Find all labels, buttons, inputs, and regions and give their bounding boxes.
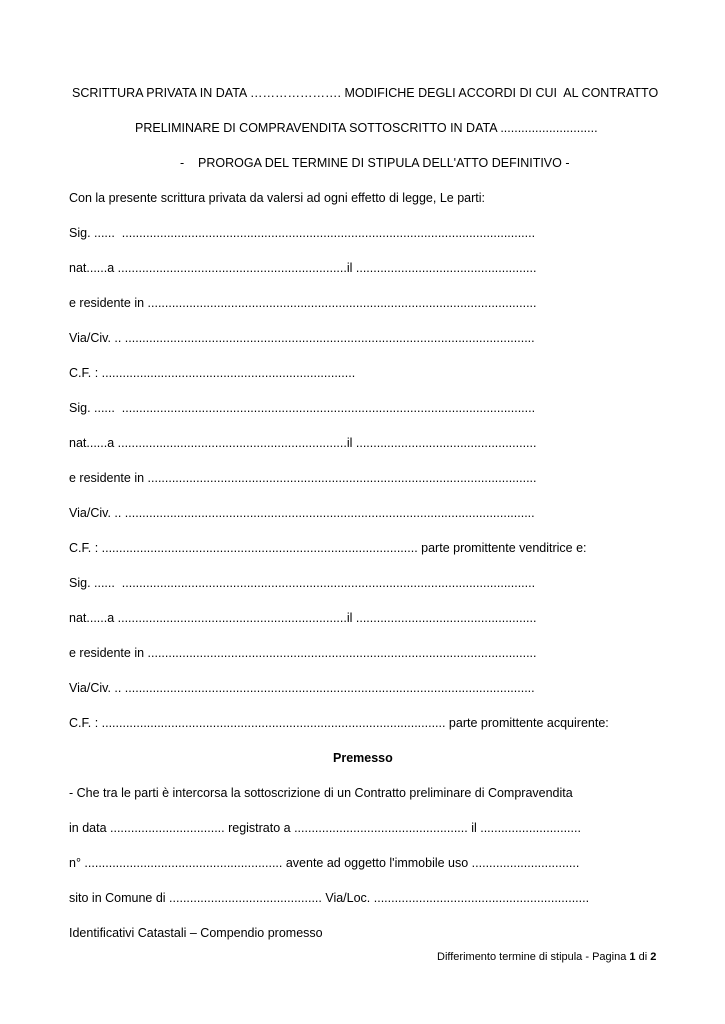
seller2-sig-field: Sig. ...... .......................................................................................................................: [69, 401, 536, 415]
seller2-residence-field: e residente in ................................................................................................................: [69, 471, 537, 485]
premesso-line-1: - Che tra le parti è intercorsa la sottoscrizione di un Contratto preliminare di Compravendita: [69, 786, 573, 800]
buyer-sig-field: Sig. ...... .......................................................................................................................: [69, 576, 536, 590]
buyer-address-field: Via/Civ. .. ......................................................................................................................: [69, 681, 535, 695]
seller1-residence-field: e residente in ................................................................................................................: [69, 296, 537, 310]
footer-of: di: [635, 951, 651, 963]
seller1-address-field: Via/Civ. .. ......................................................................................................................: [69, 331, 535, 345]
seller2-address-field: Via/Civ. .. ......................................................................................................................: [69, 506, 535, 520]
title-line-1: SCRITTURA PRIVATA IN DATA …………………. MODIFICHE DEGLI ACCORDI DI CUI AL CONTRATTO: [72, 86, 659, 100]
buyer-residence-field: e residente in ................................................................................................................: [69, 646, 537, 660]
buyer-cf-field: C.F. : ................................................................................................... parte promittente acquirente:: [69, 716, 609, 730]
footer-page-number: 1: [629, 951, 636, 963]
seller2-birth-field: nat......a ..................................................................il ....................................................: [69, 436, 537, 450]
footer-prefix: Differimento termine di stipula - Pagina: [437, 951, 630, 963]
premesso-heading: Premesso: [333, 751, 393, 765]
premesso-line-5: Identificativi Catastali – Compendio promesso: [69, 926, 323, 940]
seller1-birth-field: nat......a ..................................................................il ....................................................: [69, 261, 537, 275]
premesso-line-2: in data ................................. registrato a .................................................. il .............................: [69, 821, 581, 835]
page-footer: [437, 950, 656, 964]
seller2-cf-field: C.F. : ........................................................................................... parte promittente venditrice e:: [69, 541, 587, 555]
title-line-2: PRELIMINARE DI COMPRAVENDITA SOTTOSCRITTO IN DATA ............................: [135, 121, 598, 135]
premesso-line-4: sito in Comune di ............................................ Via/Loc. ..............................................................: [69, 891, 590, 905]
title-line-3: - PROROGA DEL TERMINE DI STIPULA DELL'ATTO DEFINITIVO -: [180, 156, 570, 170]
premesso-line-3: n° ......................................................... avente ad oggetto l'immobile uso ...............................: [69, 856, 580, 870]
footer-page-total: 2: [650, 951, 657, 963]
buyer-birth-field: nat......a ..................................................................il ....................................................: [69, 611, 537, 625]
seller1-sig-field: Sig. ...... .......................................................................................................................: [69, 226, 536, 240]
seller1-cf-field: C.F. : .........................................................................: [69, 366, 356, 380]
intro-text: Con la presente scrittura privata da valersi ad ogni effetto di legge, Le parti:: [69, 191, 485, 205]
